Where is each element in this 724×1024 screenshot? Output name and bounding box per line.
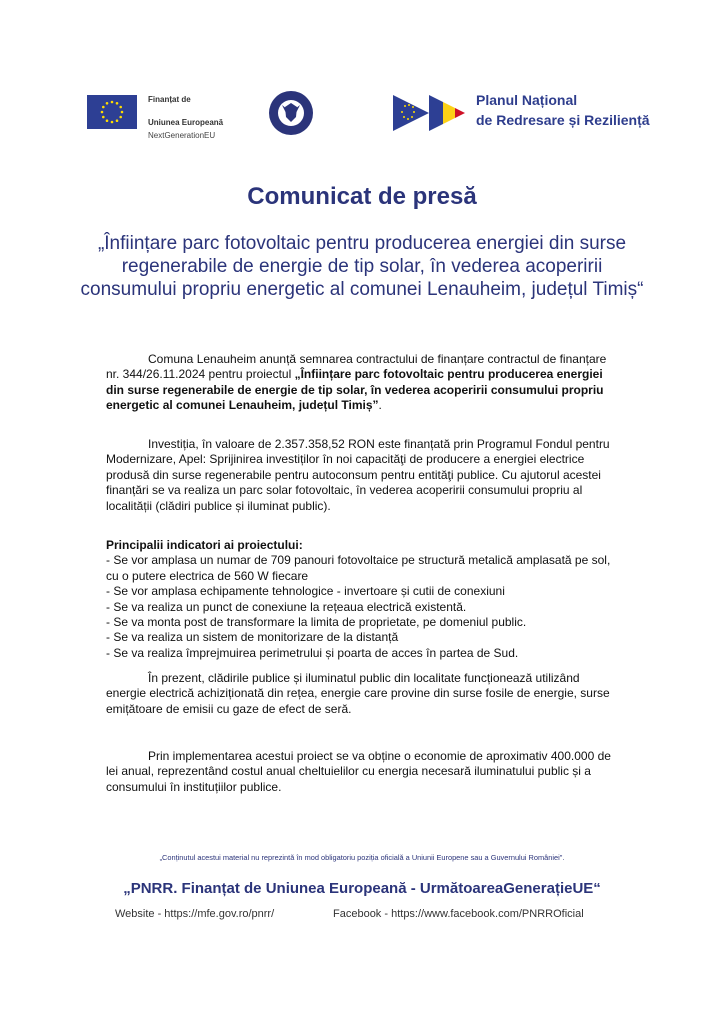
eu-funded-label: Finanțat de: [148, 95, 191, 104]
facebook-link[interactable]: Facebook - https://www.facebook.com/PNRROficial: [333, 908, 584, 920]
indicator-item: - Se va monta post de transformare la limita de proprietate, pe domeniul public.: [106, 615, 527, 630]
indicator-item: - Se va realiza un sistem de monitorizare de la distanță: [106, 630, 399, 645]
pnrr-logo-text: [476, 90, 650, 130]
pnrr-logo-line1: Planul Național: [476, 92, 578, 108]
paragraph-contract: [106, 352, 620, 414]
indicators-section: [106, 538, 620, 661]
pnrr-logo: [393, 91, 477, 135]
present-text: În prezent, clădirile publice și iluminatul public din localitate funcționează utilizând energie electrică achiziționată din rețea, energie care provine din surse fosile de energie, surse emițătoare de emisii cu gaze de efect de seră.: [106, 671, 610, 716]
page-subtitle: „Înființare parc fotovoltaic pentru producerea energiei din surse regenerabile de energie de tip solar, în vederea acoperirii consumului propriu energetic al comunei Lenauheim, județul Timiș“: [80, 233, 644, 300]
website-link[interactable]: Website - https://mfe.gov.ro/pnrr/: [115, 908, 275, 920]
investment-text: Investiția, în valoare de 2.357.358,52 RON este finanțată prin Programul Fondul pentru Modernizare, Apel: Sprijinirea investiților în noi capacităţi de producere a energiei electrice produsă din surse regenerabile pentru autoconsum pentru entităţi publice. Cu ajutorul acestei finanțări se va realiza un parc solar fotovoltaic, în vederea acoperirii consumului propriu al localității (clădiri publice și iluminat public).: [106, 437, 610, 513]
paragraph-investment: [106, 437, 620, 514]
contract-text: Comuna Lenauheim anunță semnarea contractului de finanțare contractul de finanțare nr. 344/26.11.2024 pentru proiectul: [106, 352, 607, 382]
project-name-bold: „Înființare parc fotovoltaic pentru producerea energiei din surse regenerabile de energie de tip solar, în vederea acoperirii consumului propriu energetic al comunei Lenauheim, județul Timiș”: [106, 367, 604, 413]
eu-stars-icon: [87, 95, 137, 129]
pnrr-logo-line2: de Redresare și Reziliență: [476, 112, 650, 128]
page-title: Comunicat de presă: [247, 183, 477, 210]
indicator-item: - Se vor amplasa un numar de 709 panouri fotovoltaice pe structură metalică amplasată pe sol, cu o putere electrica de 560 W fiecare: [106, 553, 611, 583]
disclaimer: „Conținutul acestui material nu reprezintă în mod obligatoriu poziția oficială a Uniunii Europene sau a Guvernului României".: [159, 853, 565, 862]
indicator-item: - Se va realiza împrejmuirea perimetrului și poarta de acces în partea de Sud.: [106, 645, 519, 660]
indicator-item: - Se va realiza un punct de conexiune la rețeaua electrică existentă.: [106, 599, 467, 614]
indicators-heading: Principalii indicatori ai proiectului:: [106, 538, 303, 552]
eu-union-label: Uniunea Europeană: [148, 118, 224, 127]
paragraph-savings: [106, 749, 620, 795]
pnrr-slogan: „PNRR. Finanțat de Uniunea Europeană - UrmătoareaGenerațieUE“: [123, 880, 601, 897]
next-generation-label: NextGenerationEU: [148, 131, 216, 140]
indicator-item: - Se vor amplasa echipamente tehnologice - invertoare și cutii de conexiuni: [106, 584, 505, 599]
romanian-government-seal: [268, 90, 314, 136]
paragraph-present: [106, 671, 620, 717]
contract-end: .: [378, 398, 382, 413]
savings-text: Prin implementarea acestui proiect se va obține o economie de aproximativ 400.000 de lei anual, reprezentând costul anual cheltuielilor cu energia necesară iluminatului public și a consumului în instituțiilor publice.: [106, 749, 611, 794]
eu-flag-logo: [87, 95, 137, 129]
